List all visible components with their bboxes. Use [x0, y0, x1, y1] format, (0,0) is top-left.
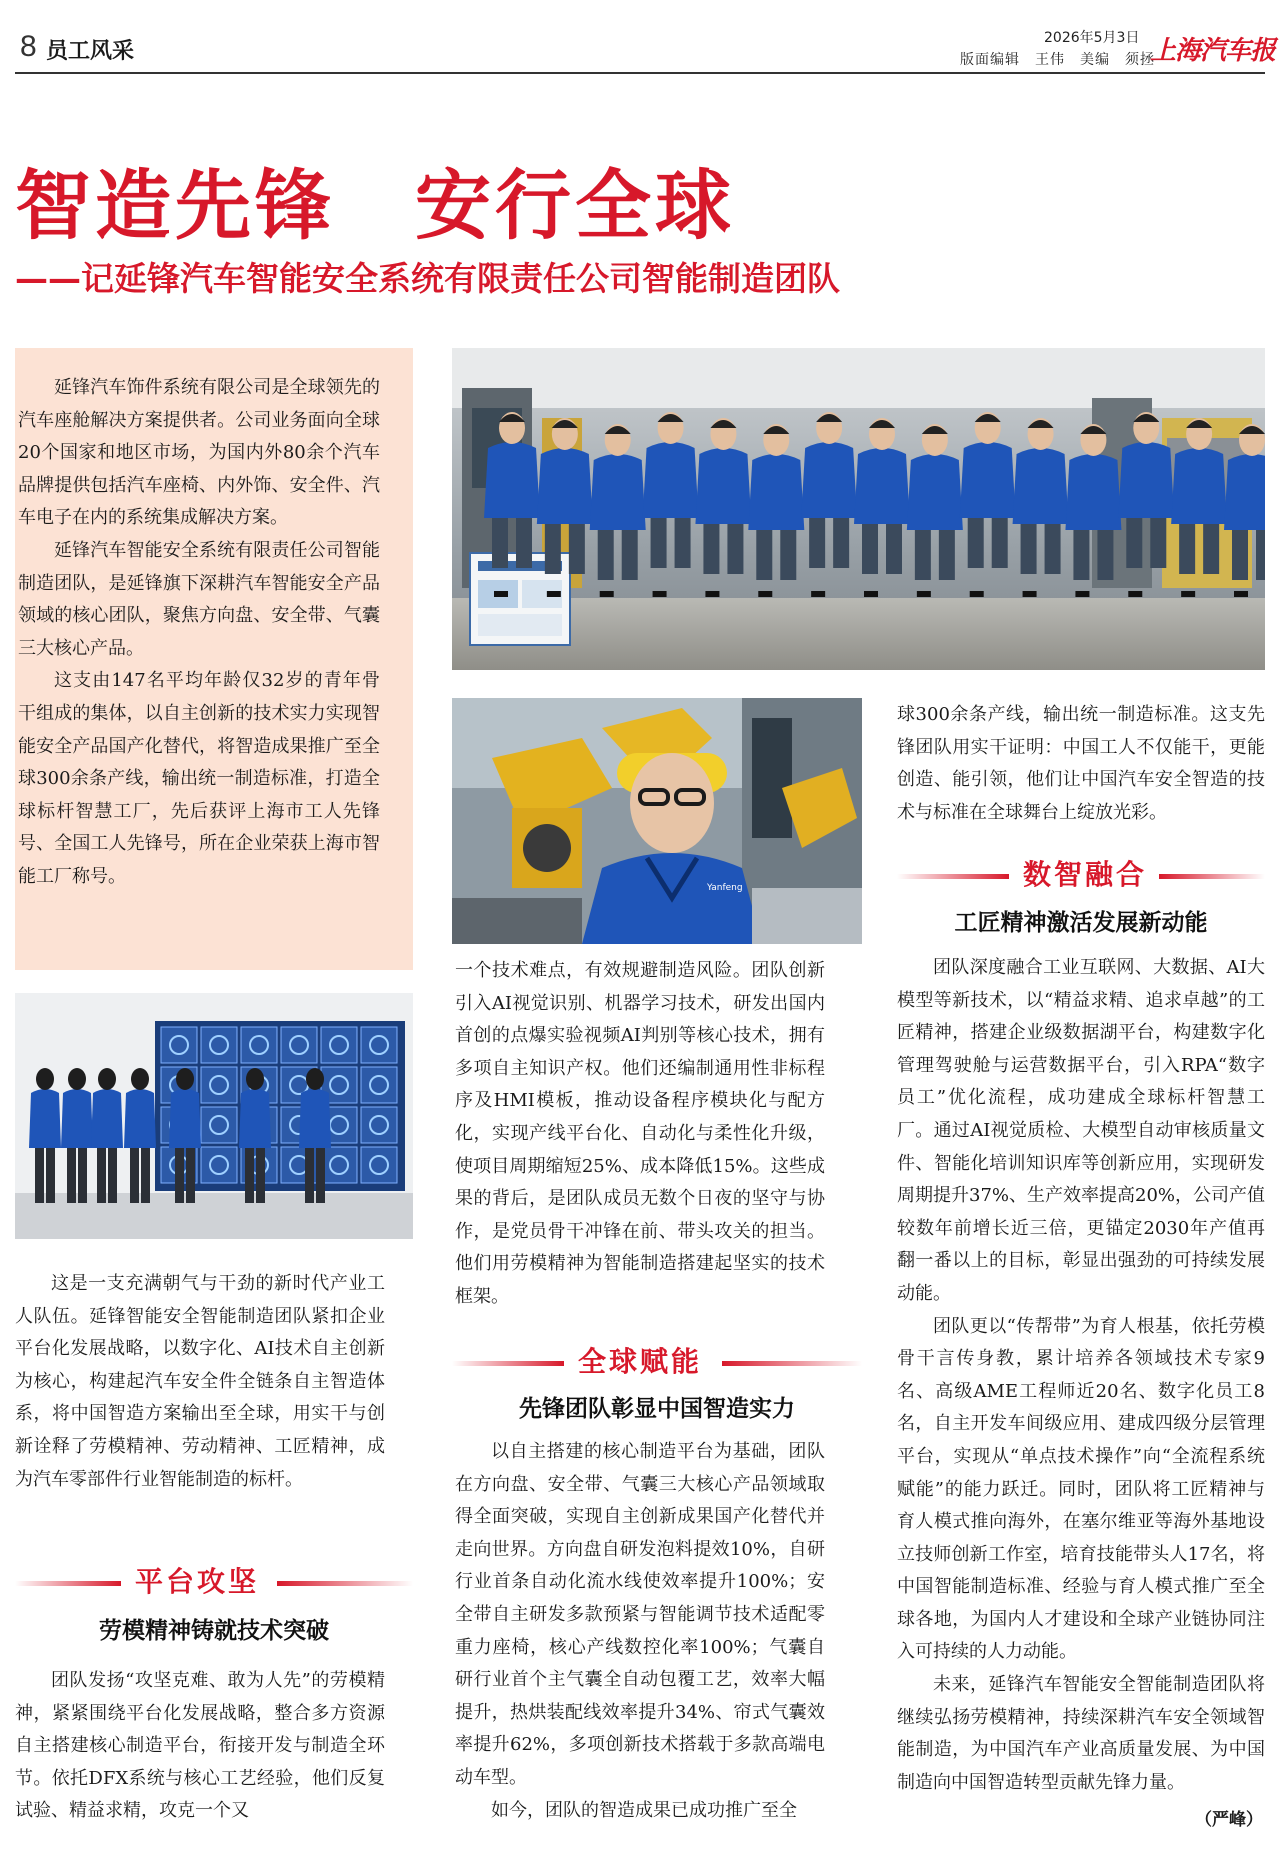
screen-tile — [201, 1107, 237, 1143]
byline: （严峰） — [1195, 1810, 1263, 1830]
body-paragraph: 如今，团队的智造成果已成功推广至全 — [491, 1799, 797, 1821]
body-paragraph: 团队发扬“攻坚克难、敢为人先”的劳模精神，紧紧围绕平台化发展战略，整合多方资源自主搭建核心制造平台，衔接开发与制造全环节。依托DFX系统与核心工艺经验，他们反复试验、精益求精，攻克一个又 — [15, 1670, 385, 1822]
section-heading-1 — [15, 1565, 413, 1599]
newspaper-logo: 上海汽车报 — [1150, 36, 1276, 66]
column-1 — [15, 1268, 385, 1496]
section-subheading-2: 先锋团队彰显中国智造实力 — [519, 1396, 795, 1422]
screen-tile — [201, 1147, 237, 1183]
section-2-text — [455, 1436, 825, 1827]
screen-tile — [361, 1147, 397, 1183]
worker-photo-illustration — [452, 698, 862, 944]
intro-text — [18, 372, 380, 894]
screen-tile — [321, 1027, 357, 1063]
screen-tile — [321, 1147, 357, 1183]
intro-paragraph: 这支由147名平均年龄仅32岁的青年骨干组成的集体，以自主创新的技术实力实现智能安全产品国产化替代，将智造成果推广至全球300余条产线，输出统一制造标准，打造全球标杆智慧工厂，先后获评上海市工人先锋号、全国工人先锋号，所在企业荣获上海市智能工厂称号。 — [18, 670, 380, 887]
issue-date: 2026年5月3日 — [1044, 30, 1140, 46]
section-heading-3 — [897, 858, 1265, 892]
control-room-illustration — [15, 993, 413, 1239]
body-paragraph: 团队深度融合工业互联网、大数据、AI大模型等新技术，以“精益求精、追求卓越”的工匠精神，搭建企业级数据湖平台，构建数字化管理驾驶舱与运营数据平台，引入RPA“数字员工”优化流程，成功建成全球标杆智慧工厂。通过AI视觉质检、大模型自动审核质量文件、智能化培训知识库等创新应用，实现研发周期提升37%、生产效率提高20%，公司产值较数年前增长近三倍，更锚定2030年产值再翻一番以上的目标，彰显出强劲的可持续发展动能。 — [897, 957, 1266, 1304]
section-2-text-continued — [897, 699, 1265, 829]
intro-paragraph: 延锋汽车智能安全系统有限责任公司智能制造团队，是延锋旗下深耕汽车智能安全产品领域的核心团队，聚焦方向盘、安全带、气囊三大核心产品。 — [18, 539, 380, 659]
screen-tile — [361, 1027, 397, 1063]
section-1-text-b — [455, 955, 825, 1314]
section-heading-text: 全球赋能 — [578, 1345, 703, 1378]
screen-tile — [201, 1027, 237, 1063]
section-subheading-3: 工匠精神激活发展新动能 — [954, 910, 1208, 936]
body-paragraph: 以自主搭建的核心制造平台为基础，团队在方向盘、安全带、气囊三大核心产品领域取得全面突破，实现自主创新成果国产化替代并走向世界。方向盘自研发泡料提效10%，自研行业首条自动化流水线使效率提升100%；安全带自主研发多款预紧与智能调节技术适配零重力座椅，核心产线数控化率100%；气囊自研行业首个主气囊全自动包覆工艺，效率大幅提升，热烘装配线效率提升34%、帘式气囊效率提升62%，多项创新技术搭载于多款高端电动车型。 — [455, 1441, 825, 1788]
section-1-text-a — [15, 1665, 385, 1828]
section-3-text — [897, 952, 1265, 1799]
body-paragraph: 团队更以“传帮带”为育人根基，依托劳模骨干言传身教，累计培养各领域技术专家9名、高级AME工程师近20名、数字化员工8名，自主开发车间级应用、建成四级分层管理平台，实现从“单点技术操作”向“全流程系统赋能”的能力跃迁。同时，团队将工匠精神与育人模式推向海外，在塞尔维亚等海外基地设立技师创新工作室，培育技能带头人17名，将中国智能制造标准、经验与育人模式推广至全球各地，为国内人才建设和全球产业链协同注入可持续的人力动能。 — [897, 1315, 1265, 1663]
team-photo-illustration — [452, 348, 1265, 670]
section-subheading-1: 劳模精神铸就技术突破 — [99, 1618, 329, 1644]
screen-tile — [281, 1027, 317, 1063]
section-name: 员工风采 — [46, 39, 135, 64]
section-heading-2 — [452, 1345, 862, 1379]
body-paragraph: 球300余条产线，输出统一制造标准。这支先锋团队用实干证明：中国工人不仅能干，更能创造、能引领，他们让中国汽车安全智造的技术与标准在全球舞台上绽放光彩。 — [897, 704, 1265, 823]
section-heading-text: 数智融合 — [1023, 858, 1148, 891]
screen-tile — [241, 1027, 277, 1063]
screen-tile — [201, 1067, 237, 1103]
article-subtitle: ——记延锋汽车智能安全系统有限责任公司智能制造团队 — [15, 259, 840, 298]
header-rule — [15, 72, 1265, 74]
screen-tile — [361, 1107, 397, 1143]
worker-photo — [452, 698, 862, 944]
screen-tile — [161, 1027, 197, 1063]
editor-line: 版面编辑 王伟 美编 须拯 — [960, 52, 1155, 68]
article-title: 智造先锋 安行全球 — [15, 161, 735, 250]
worker-jacket-logo: Yanfeng — [707, 883, 743, 893]
intro-paragraph: 延锋汽车饰件系统有限公司是全球领先的汽车座舱解决方案提供者。公司业务面向全球20个国家和地区市场，为国内外80余个汽车品牌提供包括汽车座椅、内外饰、安全件、汽车电子在内的系统集成解决方案。 — [18, 377, 380, 529]
body-paragraph: 这是一支充满朝气与干劲的新时代产业工人队伍。延锋智能安全智能制造团队紧扣企业平台化发展战略，以数字化、AI技术自主创新为核心，构建起汽车安全件全链条自主智造体系，将中国智造方案输出至全球，用实干与创新诠释了劳模精神、劳动精神、工匠精神，成为汽车零部件行业智能制造的标杆。 — [15, 1273, 385, 1490]
team-photo — [452, 348, 1265, 670]
page-number: 8 — [20, 30, 37, 63]
control-room-photo — [15, 993, 413, 1239]
body-paragraph: 未来，延锋汽车智能安全智能制造团队将继续弘扬劳模精神，持续深耕汽车安全领域智能制造，为中国汽车产业高质量发展、为中国制造向中国智造转型贡献先锋力量。 — [897, 1674, 1265, 1793]
section-heading-text: 平台攻坚 — [135, 1565, 260, 1598]
screen-tile — [361, 1067, 397, 1103]
body-paragraph: 一个技术难点，有效规避制造风险。团队创新引入AI视觉识别、机器学习技术，研发出国内首创的点爆实验视频AI判别等核心技术，拥有多项自主知识产权。他们还编制通用性非标程序及HMI模板，推动设备程序模块化与配方化，实现产线平台化、自动化与柔性化升级，使项目周期缩短25%、成本降低15%。这些成果的背后，是团队成员无数个日夜的坚守与协作，是党员骨干冲锋在前、带头攻关的担当。他们用劳模精神为智能制造搭建起坚实的技术框架。 — [455, 960, 825, 1307]
